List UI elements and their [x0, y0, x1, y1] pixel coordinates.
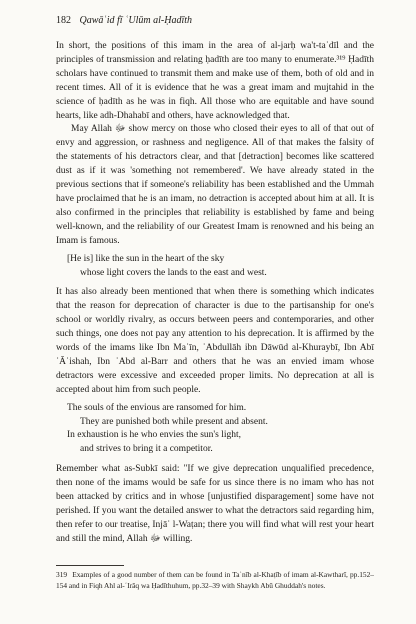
verse-line: and strives to bring it a competitor. — [80, 444, 213, 455]
footnote-number: 319 — [56, 570, 68, 579]
paragraph-4: Remember what as-Subkī said: "If we give deprecation unqualified precedence, then none of the imams would be safe for us since there is no imam who has not been attacked by critics and in whose [unjustified disparagement] some have not perished. If you want the detailed answer to what the detractors said regarding him, then refer to our treatise, Injāʾ l-Waṭan; there you will find what will rest your heart and still the mind, Allah ﷻ willing. — [56, 464, 374, 544]
main-text — [56, 40, 374, 547]
verse-line: whose light covers the lands to the east and west. — [80, 267, 267, 278]
footnote-text: Examples of a good number of them can be found in Taʾnīb al-Khaṭīb of imam al-Kawtharī, pp.152–154 and in Fiqh Ahl al-ʿIrāq wa Ḥadīthuhum, pp.32–39 with Shaykh Abū Ghuddah's notes. — [56, 570, 374, 590]
paragraph-3: It has also already been mentioned that when there is something which indicates that the reason for deprecation of character is due to the partisanship for one's school or worldly rivalry, as occurs between peers and contemporaries, and other such things, one does not pay any attention to his deprecation. It is affirmed by the words of the imams like Ibn Maʿīn, ʿAbdullāh ibn Dāwūd al-Khuraybī, Ibn Abī ʿĀʾishah, Ibn ʿAbd al-Barr and others that he was an envied imam whose detractors were excessive and exceeded proper limits. No deprecation at all is accepted about him from such people. — [56, 287, 374, 395]
running-header — [56, 14, 374, 27]
page-number: 182 — [56, 15, 71, 26]
paragraph-2: May Allah ﷻ show mercy on those who closed their eyes to all of that out of envy and aggression, or rashness and negligence. All of that makes the falsity of the statements of his detractors clear, and that [detraction] becomes like scattered dust as if it was 'something not remembered'. We have already stated in the previous sections that if someone's reliability has been established and the Ummah have proclaimed that he is an imam, no detraction is accepted about him at all. It is also confirmed in the principles that reliability is established by fame and being well-known, and the reliability of our Greatest Imam is renowned and his being an Imam is famous. — [56, 124, 374, 246]
footnote-divider — [56, 565, 124, 566]
verse-block-1 — [67, 253, 374, 281]
verse-block-2 — [67, 402, 374, 458]
verse-line: They are punished both while present and absent. — [80, 416, 268, 427]
paragraph-1: In short, the positions of this imam in the area of al-jarḥ wa't-taʿdīl and the principles of transmission and relating ḥadīth are too many to enumerate.³¹⁹ Ḥadīth scholars have continued to transmit them and make use of them, both of old and in recent times. All of it is evidence that he was a great imam and mujtahid in the science of ḥadīth as he was in fiqh. All those who are equitable and have sound hearts, like adh-Dhahabī and others, have acknowledged that. — [56, 41, 374, 121]
footnote — [56, 570, 374, 591]
verse-line: In exhaustion is he who envies the sun's light, — [67, 430, 242, 441]
running-title: Qawāʿid fī ʿUlūm al-Ḥadīth — [79, 15, 192, 26]
verse-line: The souls of the envious are ransomed for him. — [67, 402, 247, 413]
verse-line: [He is] like the sun in the heart of the sky — [67, 253, 225, 264]
